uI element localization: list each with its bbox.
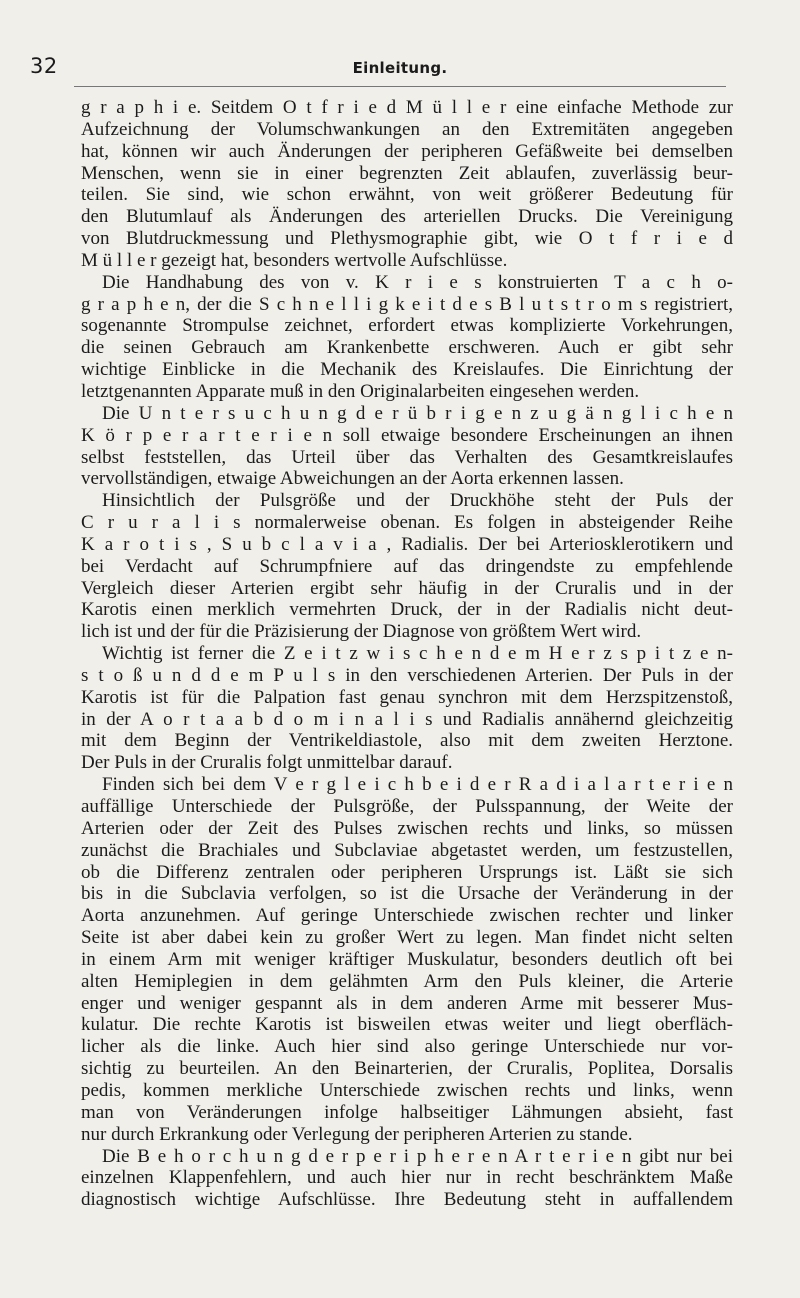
text-line: s t o ß u n d d e m P u l s in den verschiedenen Arterien. Der Puls in der bbox=[81, 664, 733, 686]
text-line: lich ist und der für die Präzisierung der Diagnose von größtem Wert wird. bbox=[81, 621, 642, 643]
text-line: zunächst die Brachiales und Subclaviae abgetastet werden, um festzustellen, bbox=[81, 839, 733, 861]
text-line: diagnostisch wichtige Aufschlüsse. Ihre Bedeutung steht in auffallendem bbox=[81, 1189, 733, 1211]
running-head: Einleitung. bbox=[352, 59, 448, 77]
text-line: bis in die Subclavia verfolgen, so ist die Ursache der Veränderung in der bbox=[81, 883, 733, 905]
page-number: 32 bbox=[30, 54, 58, 78]
text-line: man von Veränderungen infolge halbseitiger Lähmungen absieht, fast bbox=[81, 1101, 733, 1123]
text-line: Karotis einen merklich vermehrten Druck, der in der Radialis nicht deut- bbox=[81, 599, 733, 621]
text-line: enger und weniger gespannt als in dem anderen Arme mit besserer Mus- bbox=[81, 992, 733, 1014]
text-line: pedis, kommen merkliche Unterschiede zwischen rechts und links, wenn bbox=[81, 1079, 733, 1101]
text-line: letztgenannten Apparate muß in den Originalarbeiten eingesehen werden. bbox=[81, 380, 640, 402]
header-rule bbox=[74, 86, 726, 87]
text-line: einzelnen Klappenfehlern, und auch hier nur in recht beschränktem Maße bbox=[81, 1167, 733, 1189]
text-line: sogenannte Strompulse zeichnet, erfordert etwas komplizierte Vorkehrungen, bbox=[81, 315, 733, 337]
text-line: selbst feststellen, das Urteil über das Verhalten des Gesamtkreislaufes bbox=[81, 446, 733, 468]
text-line: Seite ist aber dabei kein zu großer Wert zu legen. Man findet nicht selten bbox=[81, 927, 733, 949]
text-line: hat, können wir auch Änderungen der peripheren Gefäßweite bei demselben bbox=[81, 140, 733, 162]
text-line: Vergleich dieser Arterien ergibt sehr häufig in der Cruralis und in der bbox=[81, 577, 733, 599]
text-line: in der A o r t a a b d o m i n a l i s und Radialis annähernd gleichzeitig bbox=[81, 708, 733, 730]
text-line: bei Verdacht auf Schrumpfniere auf das dringendste zu empfehlende bbox=[81, 555, 733, 577]
text-line: M ü l l e r gezeigt hat, besonders wertvolle Aufschlüsse. bbox=[81, 249, 508, 271]
text-line: Der Puls in der Cruralis folgt unmittelbar darauf. bbox=[81, 752, 453, 774]
text-line: auffällige Unterschiede der Pulsgröße, der Pulsspannung, der Weite der bbox=[81, 796, 733, 817]
text-line: licher als die linke. Auch hier sind also geringe Unterschiede nur vor- bbox=[81, 1036, 733, 1058]
body-text bbox=[81, 97, 733, 1211]
text-line: Menschen, wenn sie in einer begrenzten Zeit ablaufen, zuverlässig beur- bbox=[81, 162, 733, 184]
text-line: von Blutdruckmessung und Plethysmographie gibt, wie O t f r i e d bbox=[81, 228, 733, 250]
text-line: K ö r p e r a r t e r i e n soll etwaige besondere Erscheinungen an ihnen bbox=[81, 424, 733, 446]
text-line: g r a p h i e. Seitdem O t f r i e d M ü l l e r eine einfache Methode zur bbox=[81, 97, 733, 118]
text-line: Aufzeichnung der Volumschwankungen an den Extremitäten angegeben bbox=[81, 118, 733, 140]
text-line: den Blutumlauf als Änderungen des arteriellen Drucks. Die Vereinigung bbox=[81, 206, 733, 228]
text-line: Die Handhabung des von v. K r i e s konstruierten T a c h o- bbox=[102, 271, 733, 293]
text-line: teilen. Sie sind, wie schon erwähnt, von weit größerer Bedeutung für bbox=[81, 184, 733, 206]
text-line: K a r o t i s , S u b c l a v i a , Radialis. Der bei Arteriosklerotikern und bbox=[81, 533, 733, 555]
text-line: mit dem Beginn der Ventrikeldiastole, also mit dem zweiten Herztone. bbox=[81, 730, 733, 752]
text-line: wichtige Einblicke in die Mechanik des Kreislaufes. Die Einrichtung der bbox=[81, 359, 733, 381]
text-line: sichtig zu beurteilen. An den Beinarterien, der Cruralis, Poplitea, Dorsalis bbox=[81, 1058, 733, 1080]
text-line: g r a p h e n, der die S c h n e l l i g k e i t d e s B l u t s t r o m s registriert, bbox=[81, 293, 733, 315]
text-line: kulatur. Die rechte Karotis ist bisweilen etwas weiter und liegt oberfläch- bbox=[81, 1014, 733, 1036]
page-header bbox=[0, 0, 800, 90]
text-line: Die U n t e r s u c h u n g d e r ü b r i g e n z u g ä n g l i c h e n bbox=[102, 402, 733, 424]
text-line: Wichtig ist ferner die Z e i t z w i s c h e n d e m H e r z s p i t z e n- bbox=[102, 643, 733, 665]
text-line: Die B e h o r c h u n g d e r p e r i p h e r e n A r t e r i e n gibt nur bei bbox=[102, 1145, 733, 1167]
text-line: nur durch Erkrankung oder Verlegung der peripheren Arterien zu stande. bbox=[81, 1123, 633, 1145]
text-line: die seinen Gebrauch am Krankenbette erschweren. Auch er gibt sehr bbox=[81, 337, 733, 359]
text-line: ob die Differenz zentralen oder peripheren Ursprungs ist. Läßt sie sich bbox=[81, 861, 733, 883]
text-line: Aorta anzunehmen. Auf geringe Unterschiede zwischen rechter und linker bbox=[81, 905, 733, 927]
text-line: Finden sich bei dem V e r g l e i c h b e i d e r R a d i a l a r t e r i e n bbox=[102, 774, 733, 796]
text-line: Hinsichtlich der Pulsgröße und der Druckhöhe steht der Puls der bbox=[102, 490, 733, 512]
text-line: C r u r a l i s normalerweise obenan. Es folgen in absteigender Reihe bbox=[81, 512, 733, 534]
text-line: in einem Arm mit weniger kräftiger Muskulatur, besonders deutlich oft bei bbox=[81, 948, 733, 970]
text-line: Arterien oder der Zeit des Pulses zwischen rechts und links, so müssen bbox=[81, 817, 733, 839]
text-line: alten Hemiplegien in dem gelähmten Arm den Puls kleiner, die Arterie bbox=[81, 970, 733, 992]
text-line: Karotis ist für die Palpation fast genau synchron mit dem Herzspitzenstoß, bbox=[81, 686, 733, 708]
text-line: vervollständigen, etwaige Abweichungen an der Aorta erkennen lassen. bbox=[81, 468, 624, 490]
